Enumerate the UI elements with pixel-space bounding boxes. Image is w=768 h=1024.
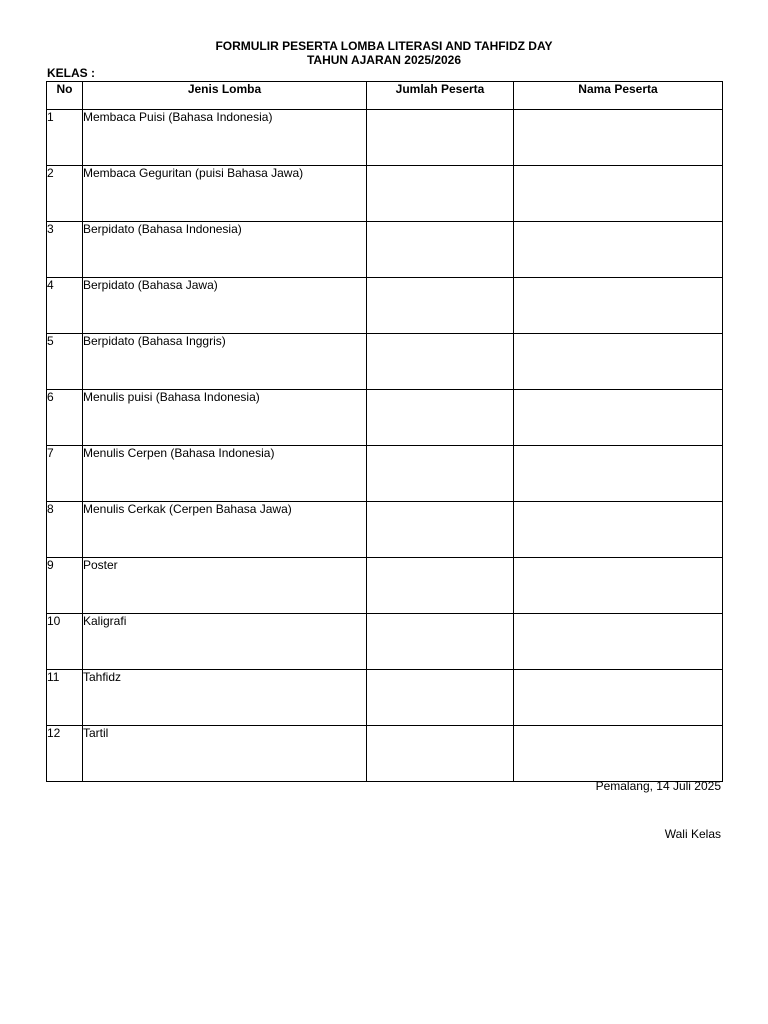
competition-name: Menulis Cerkak (Cerpen Bahasa Jawa) (83, 502, 367, 558)
participant-names-cell[interactable] (514, 726, 723, 782)
participant-count-cell[interactable] (367, 558, 514, 614)
participant-names-cell[interactable] (514, 502, 723, 558)
participant-names-cell[interactable] (514, 670, 723, 726)
participant-names-cell[interactable] (514, 390, 723, 446)
row-number: 9 (47, 558, 83, 614)
participant-count-cell[interactable] (367, 446, 514, 502)
row-number: 10 (47, 614, 83, 670)
participant-names-cell[interactable] (514, 222, 723, 278)
table-row (47, 278, 723, 334)
participant-count-cell[interactable] (367, 166, 514, 222)
form-title: FORMULIR PESERTA LOMBA LITERASI AND TAHFIDZ DAY (215, 39, 553, 53)
participant-names-cell[interactable] (514, 110, 723, 166)
participant-table (46, 81, 723, 782)
competition-name: Menulis puisi (Bahasa Indonesia) (83, 390, 367, 446)
column-header-jenis-lomba: Jenis Lomba (83, 82, 367, 110)
participant-count-cell[interactable] (367, 670, 514, 726)
table-row (47, 334, 723, 390)
competition-name: Tahfidz (83, 670, 367, 726)
table-row (47, 726, 723, 782)
table-row (47, 110, 723, 166)
row-number: 12 (47, 726, 83, 782)
row-number: 7 (47, 446, 83, 502)
column-header-nama-peserta: Nama Peserta (514, 82, 723, 110)
competition-name: Menulis Cerpen (Bahasa Indonesia) (83, 446, 367, 502)
row-number: 11 (47, 670, 83, 726)
row-number: 8 (47, 502, 83, 558)
form-subtitle: TAHUN AJARAN 2025/2026 (306, 53, 462, 67)
participant-count-cell[interactable] (367, 614, 514, 670)
competition-name: Poster (83, 558, 367, 614)
table-row (47, 614, 723, 670)
competition-name: Berpidato (Bahasa Jawa) (83, 278, 367, 334)
participant-count-cell[interactable] (367, 334, 514, 390)
column-header-no: No (47, 82, 83, 110)
row-number: 2 (47, 166, 83, 222)
competition-name: Kaligrafi (83, 614, 367, 670)
participant-count-cell[interactable] (367, 390, 514, 446)
table-row (47, 166, 723, 222)
table-row (47, 390, 723, 446)
row-number: 5 (47, 334, 83, 390)
competition-name: Membaca Geguritan (puisi Bahasa Jawa) (83, 166, 367, 222)
participant-names-cell[interactable] (514, 614, 723, 670)
competition-name: Berpidato (Bahasa Indonesia) (83, 222, 367, 278)
kelas-label: KELAS : (47, 66, 95, 80)
participant-names-cell[interactable] (514, 334, 723, 390)
signatory-label: Wali Kelas (664, 827, 721, 841)
participant-count-cell[interactable] (367, 110, 514, 166)
participant-names-cell[interactable] (514, 558, 723, 614)
table-row (47, 558, 723, 614)
participant-names-cell[interactable] (514, 278, 723, 334)
table-row (47, 502, 723, 558)
participant-count-cell[interactable] (367, 278, 514, 334)
table-row (47, 446, 723, 502)
row-number: 3 (47, 222, 83, 278)
participant-count-cell[interactable] (367, 222, 514, 278)
place-date: Pemalang, 14 Juli 2025 (595, 779, 721, 793)
row-number: 6 (47, 390, 83, 446)
table-row (47, 670, 723, 726)
participant-names-cell[interactable] (514, 446, 723, 502)
column-header-jumlah-peserta: Jumlah Peserta (367, 82, 514, 110)
row-number: 4 (47, 278, 83, 334)
row-number: 1 (47, 110, 83, 166)
table-header-row (47, 82, 723, 110)
participant-names-cell[interactable] (514, 166, 723, 222)
participant-count-cell[interactable] (367, 502, 514, 558)
competition-name: Berpidato (Bahasa Inggris) (83, 334, 367, 390)
competition-name: Tartil (83, 726, 367, 782)
participant-count-cell[interactable] (367, 726, 514, 782)
competition-name: Membaca Puisi (Bahasa Indonesia) (83, 110, 367, 166)
table-row (47, 222, 723, 278)
